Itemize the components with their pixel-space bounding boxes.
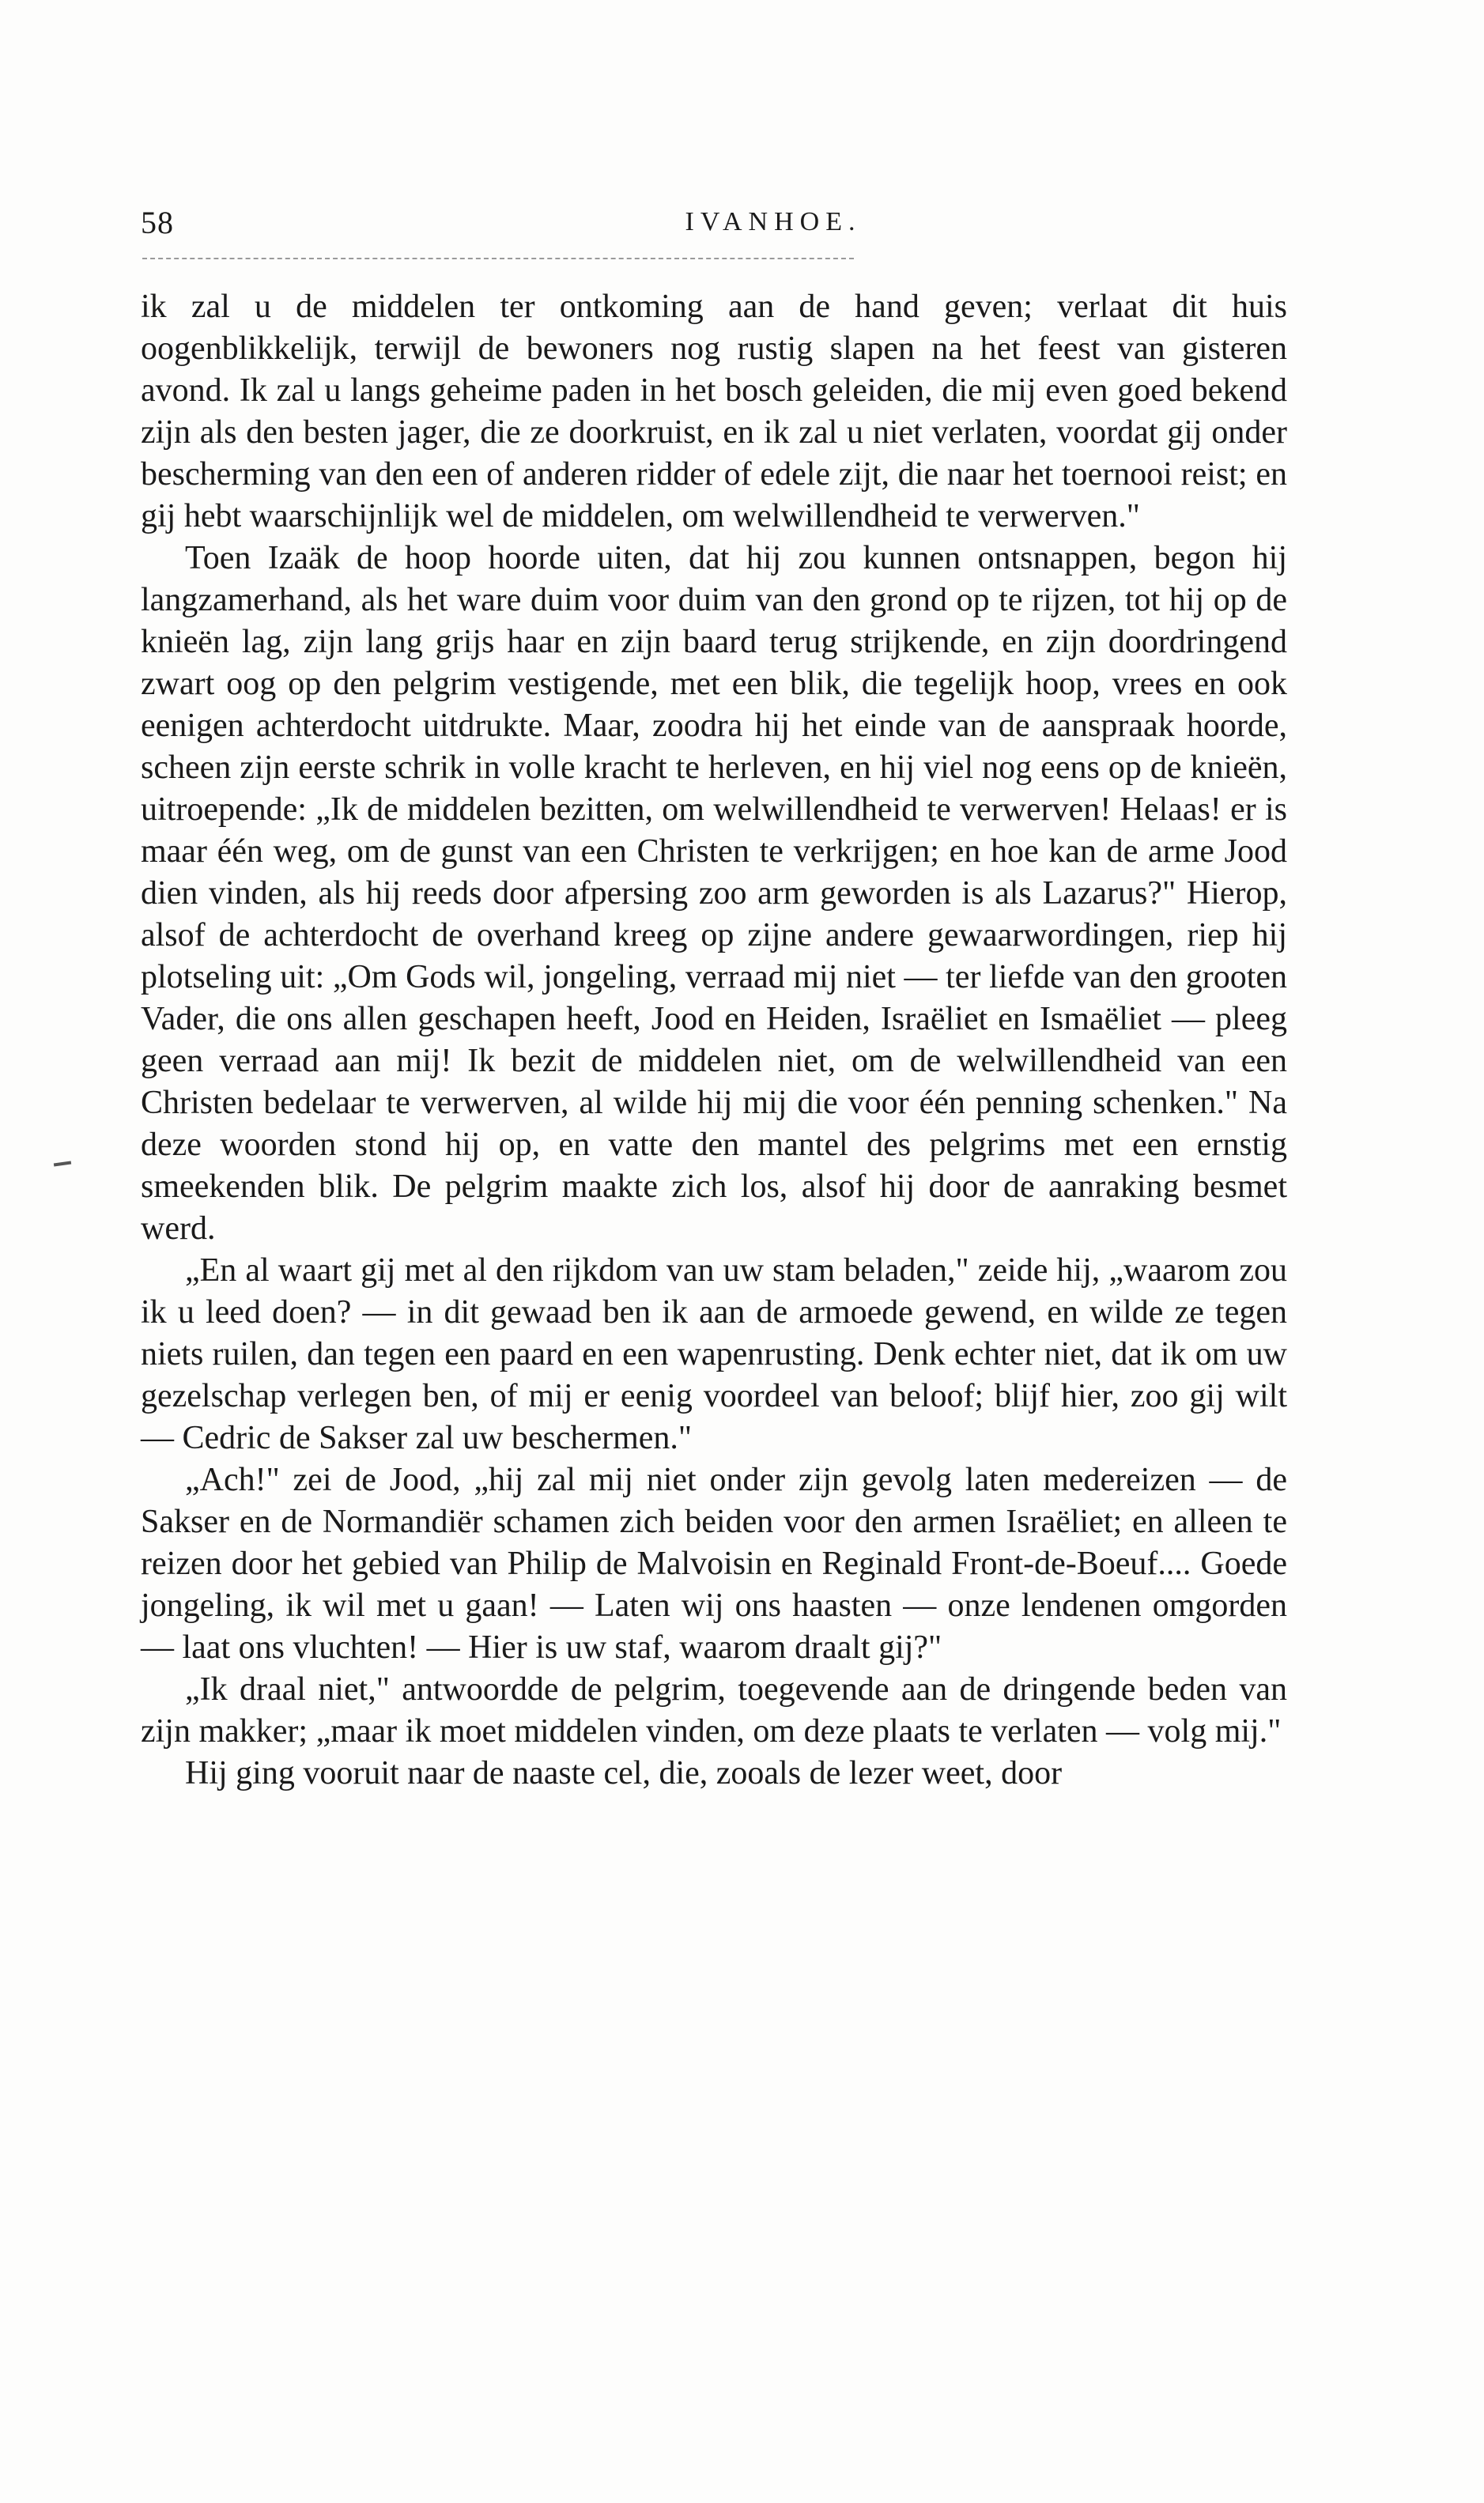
paragraph: Hij ging vooruit naar de naaste cel, die, zooals de lezer weet, door xyxy=(185,1755,1063,1791)
paragraph: „Ach!" zei de Jood, „hij zal mij niet onder zijn gevolg laten medereizen — de Sakser en de Normandiër schamen zich beiden voor den armen Israëliet; en alleen te reizen door het gebied van Philip de Malvoisin en Reginald Front-de-Boeuf.... Goede jongeling, ik wil met u gaan! — Laten wij ons haasten — onze lendenen omgorden — laat ons vluchten! — Hier is uw staf, waarom draalt gij?" xyxy=(141,1462,1287,1666)
paragraph: „En al waart gij met al den rijkdom van uw stam beladen," zeide hij, „waarom zou ik u leed doen? — in dit gewaad ben ik aan de armoede gewend, en wilde ze tegen niets ruilen, dan tegen een paard en een wapenrusting. Denk echter niet, dat ik om uw gezelschap verlegen ben, of mij er eenig voordeel van beloof; blijf hier, zoo gij wilt — Cedric de Sakser zal uw beschermen." xyxy=(141,1252,1287,1456)
page-header xyxy=(141,204,1295,251)
margin-mark xyxy=(54,1161,71,1166)
paragraph: „Ik draal niet," antwoordde de pelgrim, toegevende aan de dringende beden van zijn makker; „maar ik moet middelen vinden, om deze plaats te verlaten — volg mij." xyxy=(141,1671,1287,1750)
paragraph: Toen Izaäk de hoop hoorde uiten, dat hij zou kunnen ontsnappen, begon hij langzamerhand, als het ware duim voor duim van den grond op te rijzen, tot hij op de knieën lag, zijn lang grijs haar en zijn baard terug strijkende, en zijn doordringend zwart oog op den pelgrim vestigende, met een blik, die tegelijk hoop, vrees en ook eenigen achterdocht uitdrukte. Maar, zoodra hij het einde van de aanspraak hoorde, scheen zijn eerste schrik in volle kracht te herleven, en hij viel nog eens op de knieën, uitroepende: „Ik de middelen bezitten, om welwillendheid te verwerven! Helaas! er is maar één weg, om de gunst van een Christen te verkrijgen; en hoe kan de arme Jood dien vinden, als hij reeds door afpersing zoo arm geworden is als Lazarus?" Hierop, alsof de achterdocht de overhand kreeg op zijne andere gewaarwordingen, riep hij plotseling uit: „Om Gods wil, jongeling, verraad mij niet — ter liefde van den grooten Vader, die ons allen geschapen heeft, Jood en Heiden, Israëliet en Ismaëliet — pleeg geen verraad aan mij! Ik bezit de middelen niet, om de welwillendheid van een Christen bedelaar te verwerven, al wilde hij mij die voor één penning schenken." Na deze woorden stond hij op, en vatte den mantel des pelgrims met een ernstig smeekenden blik. De pelgrim maakte zich los, alsof hij door de aanraking besmet werd. xyxy=(141,540,1287,1247)
page-number: 58 xyxy=(141,205,174,240)
header-divider xyxy=(142,258,854,259)
paragraph: ik zal u de middelen ter ontkoming aan de hand geven; verlaat dit huis oogenblikkelijk, terwijl de bewoners nog rustig slapen na het feest van gisteren avond. Ik zal u langs geheime paden in het bosch geleiden, die mij even goed bekend zijn als den besten jager, die ze doorkruist, en ik zal u niet verlaten, voordat gij onder bescherming van den een of anderen ridder of edele zijt, die naar het toernooi reist; en gij hebt waarschijnlijk wel de middelen, om welwillendheid te verwerven." xyxy=(141,289,1287,534)
body-text xyxy=(141,286,1287,1795)
running-title: IVANHOE. xyxy=(685,207,862,236)
